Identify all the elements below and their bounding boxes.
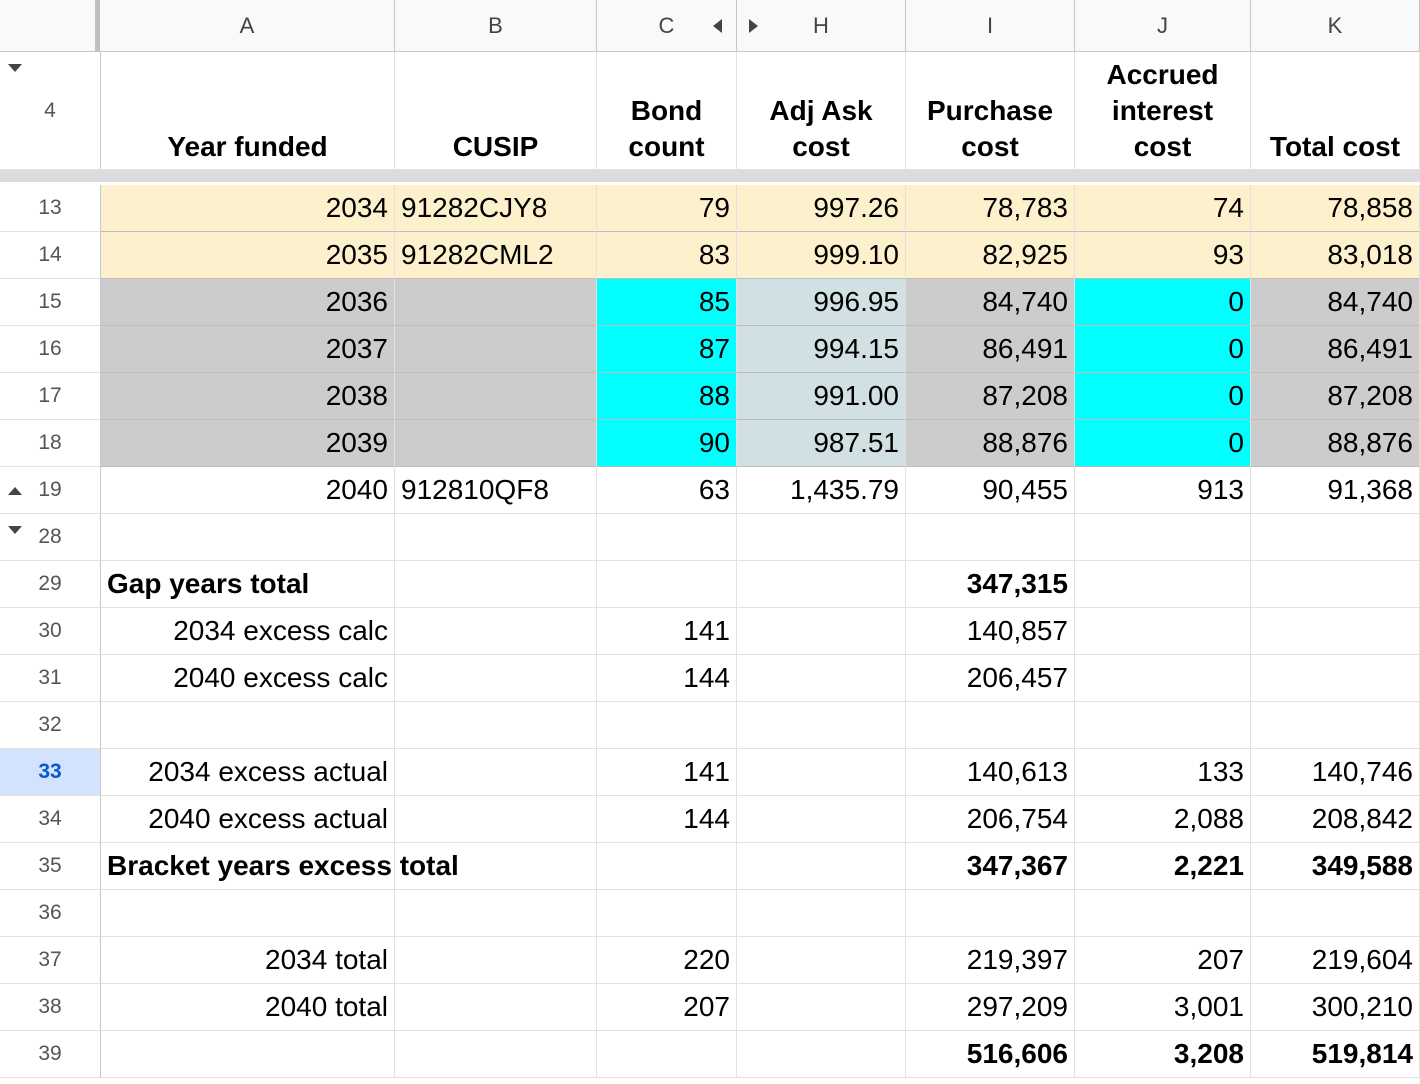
cell-h36[interactable] xyxy=(737,890,906,937)
cell-c31[interactable] xyxy=(597,655,737,702)
cell-value: 140,613 xyxy=(966,756,1068,787)
cell-a34[interactable] xyxy=(101,796,395,843)
cell-value: 3,001 xyxy=(1173,991,1244,1022)
cell-c18[interactable] xyxy=(597,420,737,467)
cell-j16[interactable] xyxy=(1075,326,1251,373)
column-header-h[interactable] xyxy=(737,0,906,52)
header-total-cost[interactable] xyxy=(1251,52,1420,170)
cell-value: 0 xyxy=(1228,380,1244,411)
cell-b17[interactable] xyxy=(395,373,597,420)
row-header-19[interactable] xyxy=(0,467,101,514)
cell-a15[interactable] xyxy=(101,279,395,326)
cell-value: 206,457 xyxy=(966,662,1068,693)
cell-value: 140,746 xyxy=(1311,756,1413,787)
cell-a36[interactable] xyxy=(101,890,395,937)
cell-b19[interactable] xyxy=(395,467,597,514)
row-header-17[interactable] xyxy=(0,373,101,420)
row-number: 35 xyxy=(38,854,62,877)
cell-a37[interactable] xyxy=(101,937,395,984)
cell-j28[interactable] xyxy=(1075,514,1251,561)
column-header-b[interactable] xyxy=(395,0,597,52)
cell-value: 297,209 xyxy=(966,991,1068,1022)
cell-value: 79 xyxy=(698,192,730,223)
cell-value: 2,088 xyxy=(1173,803,1244,834)
cell-k33[interactable] xyxy=(1251,749,1420,796)
row-header-35[interactable] xyxy=(0,843,101,890)
cell-b28[interactable] xyxy=(395,514,597,561)
cell-b13[interactable] xyxy=(395,185,597,232)
cell-j35[interactable] xyxy=(1075,843,1251,890)
cell-c28[interactable] xyxy=(597,514,737,561)
cell-a32[interactable] xyxy=(101,702,395,749)
cell-a35[interactable] xyxy=(101,843,459,890)
row-number: 34 xyxy=(38,807,62,830)
cell-value: 2040 excess calc xyxy=(173,662,388,693)
cell-k28[interactable] xyxy=(1251,514,1420,561)
cell-value: 207 xyxy=(683,991,730,1022)
cell-value: 85 xyxy=(698,286,730,317)
header-text: Year funded xyxy=(167,131,328,162)
cell-value: 86,491 xyxy=(1327,333,1413,364)
cell-c19[interactable] xyxy=(597,467,737,514)
cell-i19[interactable] xyxy=(906,467,1075,514)
collapse-left-icon[interactable] xyxy=(713,19,722,33)
cell-value: 347,367 xyxy=(966,850,1068,881)
cell-h29[interactable] xyxy=(737,561,906,608)
cell-i31[interactable] xyxy=(906,655,1075,702)
row-header-32[interactable] xyxy=(0,702,101,749)
cell-value: 2,221 xyxy=(1173,850,1244,881)
cell-b37[interactable] xyxy=(395,937,597,984)
header-purchase-cost[interactable] xyxy=(906,52,1075,170)
cell-c17[interactable] xyxy=(597,373,737,420)
column-header-k[interactable] xyxy=(1251,0,1420,52)
cell-c38[interactable] xyxy=(597,984,737,1031)
cell-k31[interactable] xyxy=(1251,655,1420,702)
cell-a39[interactable] xyxy=(101,1031,395,1078)
cell-b15[interactable] xyxy=(395,279,597,326)
column-header-i[interactable] xyxy=(906,0,1075,52)
cell-c16[interactable] xyxy=(597,326,737,373)
row-number: 28 xyxy=(38,525,62,548)
cell-c15[interactable] xyxy=(597,279,737,326)
cell-value: 140,857 xyxy=(966,615,1068,646)
cell-value: 74 xyxy=(1212,192,1244,223)
cell-value: 1,435.79 xyxy=(790,474,899,505)
cell-a29[interactable] xyxy=(101,561,395,608)
cell-a19[interactable] xyxy=(101,467,395,514)
cell-value: 208,842 xyxy=(1311,803,1413,834)
cell-value: 87 xyxy=(698,333,730,364)
header-adj-ask-cost[interactable] xyxy=(737,52,906,170)
cell-value: 91282CML2 xyxy=(401,239,554,270)
cell-b39[interactable] xyxy=(395,1031,597,1078)
cell-b32[interactable] xyxy=(395,702,597,749)
row-header-16[interactable] xyxy=(0,326,101,373)
cell-a31[interactable] xyxy=(101,655,395,702)
row-number: 19 xyxy=(38,478,62,501)
row-header-37[interactable] xyxy=(0,937,101,984)
cell-k16[interactable] xyxy=(1251,326,1420,373)
cell-i37[interactable] xyxy=(906,937,1075,984)
cell-a38[interactable] xyxy=(101,984,395,1031)
row-number: 4 xyxy=(44,98,56,122)
row-number: 14 xyxy=(38,243,62,266)
column-header-c[interactable] xyxy=(597,0,737,52)
cell-value: 2036 xyxy=(325,286,388,317)
cell-i35[interactable] xyxy=(906,843,1075,890)
cell-value: 519,814 xyxy=(1311,1038,1413,1069)
cell-k35[interactable] xyxy=(1251,843,1420,890)
cell-value: 2035 xyxy=(325,239,388,270)
select-all-corner[interactable] xyxy=(0,0,100,52)
cell-h19[interactable] xyxy=(737,467,906,514)
cell-h39[interactable] xyxy=(737,1031,906,1078)
cell-a28[interactable] xyxy=(101,514,395,561)
header-text: Adj Ask xyxy=(769,95,873,126)
cell-value: 90,455 xyxy=(982,474,1068,505)
cell-value: 2034 excess calc xyxy=(173,615,388,646)
cell-k34[interactable] xyxy=(1251,796,1420,843)
cell-value: 133 xyxy=(1197,756,1244,787)
cell-i30[interactable] xyxy=(906,608,1075,655)
cell-j18[interactable] xyxy=(1075,420,1251,467)
cell-j14[interactable] xyxy=(1075,232,1251,279)
cell-c13[interactable] xyxy=(597,185,737,232)
header-accrued-interest-cost[interactable] xyxy=(1075,52,1251,170)
cell-value: 219,397 xyxy=(966,944,1068,975)
cell-c39[interactable] xyxy=(597,1031,737,1078)
cell-k14[interactable] xyxy=(1251,232,1420,279)
cell-value: 0 xyxy=(1228,286,1244,317)
cell-value: 90 xyxy=(698,427,730,458)
row-group-collapse-icon[interactable] xyxy=(8,64,22,72)
cell-value: 2038 xyxy=(325,380,388,411)
row-header-15[interactable] xyxy=(0,279,101,326)
cell-value: 91282CJY8 xyxy=(401,192,548,223)
column-letter: K xyxy=(1327,12,1343,38)
cell-i16[interactable] xyxy=(906,326,1075,373)
cell-c30[interactable] xyxy=(597,608,737,655)
row-number: 38 xyxy=(38,995,62,1018)
cell-value: 913 xyxy=(1197,474,1244,505)
cell-value: 2040 total xyxy=(265,991,388,1022)
cell-value: 2034 excess actual xyxy=(148,756,388,787)
cell-i38[interactable] xyxy=(906,984,1075,1031)
header-text: Accrued xyxy=(1106,59,1219,90)
row-number: 29 xyxy=(38,572,62,595)
cell-value: 999.10 xyxy=(813,239,899,270)
row-number: 18 xyxy=(38,431,62,454)
row-number: 39 xyxy=(38,1042,62,1065)
cell-value: 2034 total xyxy=(265,944,388,975)
cell-i15[interactable] xyxy=(906,279,1075,326)
row-header-28[interactable] xyxy=(0,514,101,561)
cell-k30[interactable] xyxy=(1251,608,1420,655)
cell-i33[interactable] xyxy=(906,749,1075,796)
cell-value: 997.26 xyxy=(813,192,899,223)
row-header-4[interactable] xyxy=(0,52,101,170)
cell-k15[interactable] xyxy=(1251,279,1420,326)
cell-value: 87,208 xyxy=(1327,380,1413,411)
row-header-29[interactable] xyxy=(0,561,101,608)
cell-value: 141 xyxy=(683,756,730,787)
cell-b36[interactable] xyxy=(395,890,597,937)
cell-c37[interactable] xyxy=(597,937,737,984)
cell-value: 141 xyxy=(683,615,730,646)
cell-value: Gap years total xyxy=(107,568,310,599)
cell-b18[interactable] xyxy=(395,420,597,467)
header-text: Purchase xyxy=(926,95,1054,126)
column-letter: H xyxy=(813,12,829,38)
cell-value: 84,740 xyxy=(1327,286,1413,317)
cell-c34[interactable] xyxy=(597,796,737,843)
cell-j36[interactable] xyxy=(1075,890,1251,937)
cell-value: 349,588 xyxy=(1311,850,1413,881)
cell-j33[interactable] xyxy=(1075,749,1251,796)
cell-a14[interactable] xyxy=(101,232,395,279)
header-year-funded[interactable] xyxy=(101,52,395,170)
cell-i14[interactable] xyxy=(906,232,1075,279)
cell-value: 996.95 xyxy=(813,286,899,317)
cell-h18[interactable] xyxy=(737,420,906,467)
cell-value: 78,858 xyxy=(1327,192,1413,223)
cell-h35[interactable] xyxy=(737,843,906,890)
cell-i18[interactable] xyxy=(906,420,1075,467)
column-letter: B xyxy=(488,12,503,38)
cell-a16[interactable] xyxy=(101,326,395,373)
cell-value: 994.15 xyxy=(813,333,899,364)
cell-c14[interactable] xyxy=(597,232,737,279)
cell-h37[interactable] xyxy=(737,937,906,984)
cell-value: 88,876 xyxy=(982,427,1068,458)
cell-a18[interactable] xyxy=(101,420,395,467)
cell-k37[interactable] xyxy=(1251,937,1420,984)
cell-h15[interactable] xyxy=(737,279,906,326)
cell-h13[interactable] xyxy=(737,185,906,232)
row-number: 13 xyxy=(38,196,62,219)
row-group-collapse-icon[interactable] xyxy=(8,526,22,534)
cell-j38[interactable] xyxy=(1075,984,1251,1031)
row-number: 32 xyxy=(38,713,62,736)
cell-b33[interactable] xyxy=(395,749,597,796)
cell-c36[interactable] xyxy=(597,890,737,937)
cell-value: 0 xyxy=(1228,427,1244,458)
cell-value: 219,604 xyxy=(1311,944,1413,975)
cell-value: 2040 excess actual xyxy=(148,803,388,834)
cell-value: 78,783 xyxy=(982,192,1068,223)
row-header-18[interactable] xyxy=(0,420,101,467)
cell-j32[interactable] xyxy=(1075,702,1251,749)
cell-value: 991.00 xyxy=(813,380,899,411)
header-text: CUSIP xyxy=(452,131,539,162)
row-header-13[interactable] xyxy=(0,185,101,232)
cell-i34[interactable] xyxy=(906,796,1075,843)
cell-value: 91,368 xyxy=(1327,474,1413,505)
header-text: count xyxy=(628,131,705,162)
row-header-39[interactable] xyxy=(0,1031,101,1078)
row-group-expand-icon[interactable] xyxy=(8,487,22,495)
header-text: cost xyxy=(961,131,1019,162)
cell-b16[interactable] xyxy=(395,326,597,373)
cell-j15[interactable] xyxy=(1075,279,1251,326)
cell-h38[interactable] xyxy=(737,984,906,1031)
cell-k17[interactable] xyxy=(1251,373,1420,420)
cell-j13[interactable] xyxy=(1075,185,1251,232)
column-letter: C xyxy=(658,12,675,38)
header-bond-count[interactable] xyxy=(597,52,737,170)
cell-value: Bracket years excess total xyxy=(107,850,459,881)
cell-value: 987.51 xyxy=(813,427,899,458)
cell-k18[interactable] xyxy=(1251,420,1420,467)
cell-value: 88 xyxy=(698,380,730,411)
cell-c32[interactable] xyxy=(597,702,737,749)
cell-value: 220 xyxy=(683,944,730,975)
header-text: interest xyxy=(1111,95,1214,126)
cell-a13[interactable] xyxy=(101,185,395,232)
cell-value: 88,876 xyxy=(1327,427,1413,458)
cell-value: 516,606 xyxy=(966,1038,1068,1069)
cell-k38[interactable] xyxy=(1251,984,1420,1031)
cell-j30[interactable] xyxy=(1075,608,1251,655)
cell-b29[interactable] xyxy=(395,561,597,608)
cell-value: 2037 xyxy=(325,333,388,364)
cell-h33[interactable] xyxy=(737,749,906,796)
cell-k32[interactable] xyxy=(1251,702,1420,749)
column-letter: J xyxy=(1157,12,1168,38)
row-header-36[interactable] xyxy=(0,890,101,937)
row-number: 36 xyxy=(38,901,62,924)
cell-value: 300,210 xyxy=(1311,991,1413,1022)
cell-c33[interactable] xyxy=(597,749,737,796)
row-header-34[interactable] xyxy=(0,796,101,843)
cell-k13[interactable] xyxy=(1251,185,1420,232)
row-number: 16 xyxy=(38,337,62,360)
cell-value: 63 xyxy=(698,474,730,505)
cell-i36[interactable] xyxy=(906,890,1075,937)
cell-a30[interactable] xyxy=(101,608,395,655)
cell-value: 86,491 xyxy=(982,333,1068,364)
cell-b30[interactable] xyxy=(395,608,597,655)
cell-value: 87,208 xyxy=(982,380,1068,411)
cell-value: 347,315 xyxy=(966,568,1068,599)
cell-value: 206,754 xyxy=(966,803,1068,834)
cell-b31[interactable] xyxy=(395,655,597,702)
row-number: 31 xyxy=(38,666,62,689)
cell-a33[interactable] xyxy=(101,749,395,796)
cell-value: 912810QF8 xyxy=(401,474,549,505)
cell-i32[interactable] xyxy=(906,702,1075,749)
cell-value: 2039 xyxy=(325,427,388,458)
column-letter: I xyxy=(986,12,994,38)
cell-h34[interactable] xyxy=(737,796,906,843)
row-number: 30 xyxy=(38,619,62,642)
cell-h30[interactable] xyxy=(737,608,906,655)
cell-h32[interactable] xyxy=(737,702,906,749)
cell-i13[interactable] xyxy=(906,185,1075,232)
cell-c35[interactable] xyxy=(597,843,737,890)
cell-j34[interactable] xyxy=(1075,796,1251,843)
cell-b38[interactable] xyxy=(395,984,597,1031)
cell-k39[interactable] xyxy=(1251,1031,1420,1078)
expand-right-icon[interactable] xyxy=(749,19,758,33)
header-text: cost xyxy=(1133,131,1192,162)
cell-i17[interactable] xyxy=(906,373,1075,420)
cell-j39[interactable] xyxy=(1075,1031,1251,1078)
cell-value: 83 xyxy=(698,239,730,270)
cell-h14[interactable] xyxy=(737,232,906,279)
cell-h31[interactable] xyxy=(737,655,906,702)
header-cusip[interactable] xyxy=(395,52,597,170)
cell-j17[interactable] xyxy=(1075,373,1251,420)
frozen-rows-divider[interactable] xyxy=(0,170,1420,182)
cell-b34[interactable] xyxy=(395,796,597,843)
row-number: 17 xyxy=(38,384,62,407)
cell-k29[interactable] xyxy=(1251,561,1420,608)
cell-value: 84,740 xyxy=(982,286,1068,317)
cell-value: 207 xyxy=(1197,944,1244,975)
cell-j31[interactable] xyxy=(1075,655,1251,702)
row-header-30[interactable] xyxy=(0,608,101,655)
cell-i28[interactable] xyxy=(906,514,1075,561)
cell-value: 3,208 xyxy=(1173,1038,1244,1069)
cell-i29[interactable] xyxy=(906,561,1075,608)
cell-j37[interactable] xyxy=(1075,937,1251,984)
header-text: cost xyxy=(792,131,850,162)
cell-j19[interactable] xyxy=(1075,467,1251,514)
row-header-31[interactable] xyxy=(0,655,101,702)
cell-k19[interactable] xyxy=(1251,467,1420,514)
column-header-j[interactable] xyxy=(1075,0,1251,52)
cell-i39[interactable] xyxy=(906,1031,1075,1078)
cell-value: 2040 xyxy=(325,474,388,505)
cell-value: 2034 xyxy=(325,192,388,223)
cell-value: 82,925 xyxy=(982,239,1068,270)
row-header-14[interactable] xyxy=(0,232,101,279)
row-number: 37 xyxy=(38,948,62,971)
column-header-a[interactable] xyxy=(100,0,395,52)
header-text: Bond xyxy=(630,95,703,126)
cell-h17[interactable] xyxy=(737,373,906,420)
row-number: 15 xyxy=(38,290,62,313)
cell-value: 144 xyxy=(683,662,730,693)
row-header-38[interactable] xyxy=(0,984,101,1031)
cell-j29[interactable] xyxy=(1075,561,1251,608)
cell-value: 144 xyxy=(683,803,730,834)
cell-b35[interactable] xyxy=(395,843,597,890)
cell-value: 0 xyxy=(1228,333,1244,364)
cell-b14[interactable] xyxy=(395,232,597,279)
cell-a17[interactable] xyxy=(101,373,395,420)
cell-c29[interactable] xyxy=(597,561,737,608)
column-letter: A xyxy=(239,12,255,38)
cell-value: 93 xyxy=(1212,239,1244,270)
row-number: 33 xyxy=(38,760,62,783)
cell-h16[interactable] xyxy=(737,326,906,373)
cell-h28[interactable] xyxy=(737,514,906,561)
row-header-33[interactable] xyxy=(0,749,101,796)
header-text: Total cost xyxy=(1269,131,1401,162)
cell-value: 83,018 xyxy=(1327,239,1413,270)
cell-k36[interactable] xyxy=(1251,890,1420,937)
